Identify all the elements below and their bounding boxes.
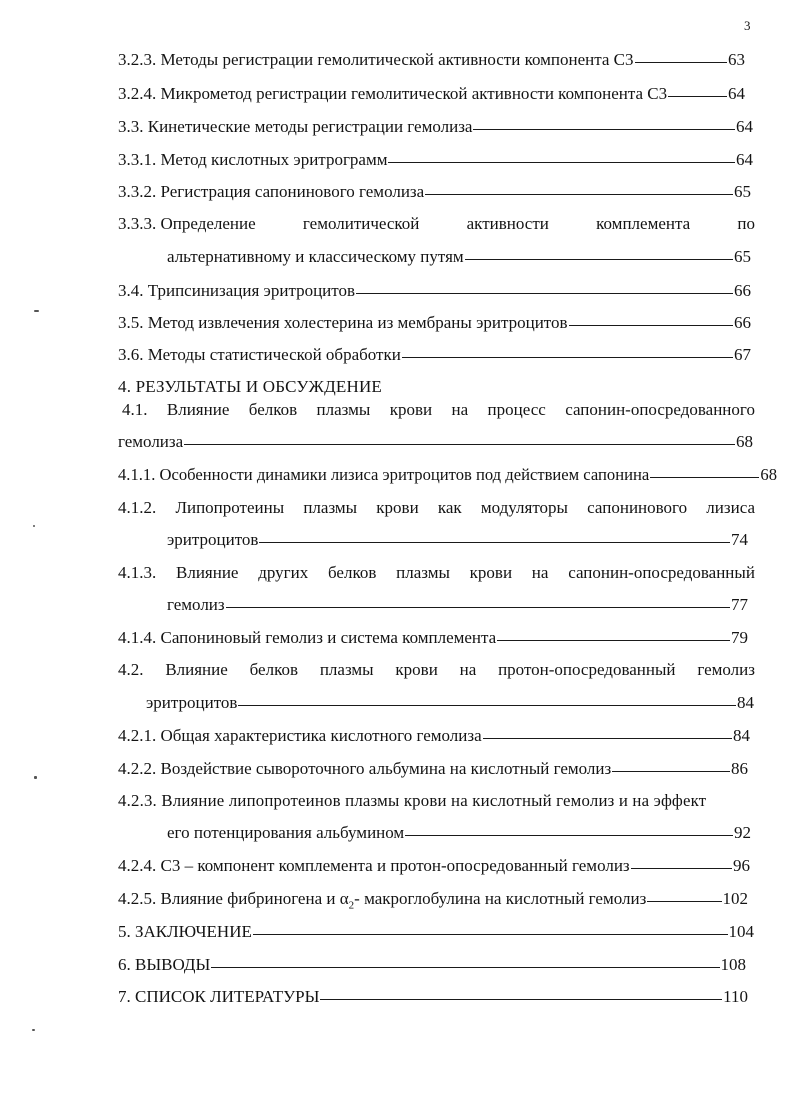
toc-entry bbox=[118, 50, 745, 70]
word: комплемента bbox=[596, 214, 691, 233]
scan-speck bbox=[32, 1029, 35, 1031]
toc-entry bbox=[118, 889, 748, 915]
leader-line bbox=[612, 771, 730, 772]
toc-entry-justified-line bbox=[118, 563, 755, 583]
toc-entry bbox=[118, 726, 750, 746]
word: гемолитической bbox=[302, 214, 420, 233]
scan-speck bbox=[34, 776, 37, 779]
word: гемолиз bbox=[697, 660, 755, 679]
toc-entry-page: 110 bbox=[723, 987, 748, 1006]
toc-entry-page: 84 bbox=[737, 693, 754, 712]
toc-entry-page: 102 bbox=[722, 889, 748, 908]
toc-entry-title: 7. СПИСОК ЛИТЕРАТУРЫ bbox=[118, 987, 320, 1006]
leader-line bbox=[473, 129, 735, 130]
word: сапонин-опосредованный bbox=[568, 563, 755, 582]
leader-line bbox=[320, 999, 722, 1000]
word: Липопротеины bbox=[175, 498, 285, 517]
word: плазмы bbox=[316, 400, 371, 419]
toc-entry-title: 5. ЗАКЛЮЧЕНИЕ bbox=[118, 922, 252, 941]
toc-entry-title: гемолиза bbox=[118, 432, 184, 451]
toc-entry-continuation bbox=[167, 530, 748, 550]
leader-line bbox=[388, 162, 735, 163]
toc-entry-page: 64 bbox=[736, 117, 753, 136]
toc-entry-title: 3.6. Методы статистической обработки bbox=[118, 345, 401, 364]
toc-entry-page: 64 bbox=[728, 84, 745, 103]
toc-entry-title bbox=[118, 889, 646, 915]
word: крови bbox=[395, 660, 438, 679]
toc-entry bbox=[118, 987, 748, 1007]
word: лизиса bbox=[706, 498, 755, 517]
word: по bbox=[737, 214, 755, 233]
leader-line bbox=[631, 868, 732, 869]
toc-entry bbox=[118, 955, 746, 975]
toc-entry-page: 68 bbox=[760, 465, 777, 484]
leader-line bbox=[405, 835, 733, 836]
leader-line bbox=[425, 194, 733, 195]
toc-entry-justified-line bbox=[118, 660, 755, 680]
word: плазмы bbox=[319, 660, 374, 679]
word: 4.1.3. bbox=[118, 563, 157, 582]
toc-entry-page: 79 bbox=[731, 628, 748, 647]
toc-entry-continuation bbox=[167, 823, 751, 843]
toc-entry-page: 67 bbox=[734, 345, 751, 364]
toc-entry-justified-line bbox=[122, 400, 755, 420]
leader-line bbox=[647, 901, 721, 902]
page-number: 3 bbox=[744, 18, 751, 33]
word: плазмы bbox=[303, 498, 358, 517]
word: активности bbox=[466, 214, 549, 233]
toc-entry-title: гемолиз bbox=[167, 595, 225, 614]
word: модуляторы bbox=[480, 498, 568, 517]
toc-entry-page: 92 bbox=[734, 823, 751, 842]
toc-entry-title: 4.1.1. Особенности динамики лизиса эритроцитов под действием сапонина bbox=[118, 465, 650, 484]
toc-entry-justified-line bbox=[118, 498, 755, 518]
toc-entry-page: 68 bbox=[736, 432, 753, 451]
leader-line bbox=[483, 738, 732, 739]
toc-entry-title: 4.2.3. Влияние липопротеинов плазмы крови на кислотный гемолиз и на эффект bbox=[118, 791, 707, 810]
leader-line bbox=[211, 967, 719, 968]
word: на bbox=[451, 400, 469, 419]
leader-line bbox=[226, 607, 730, 608]
title-part: 4.2.5. Влияние фибриногена и bbox=[118, 889, 340, 908]
toc-entry-page: 65 bbox=[734, 182, 751, 201]
toc-entry-page: 74 bbox=[731, 530, 748, 549]
title-part: - макроглобулина на кислотный гемолиз bbox=[354, 889, 647, 908]
toc-entry-title: эритроцитов bbox=[167, 530, 259, 549]
toc-entry-title: 3.5. Метод извлечения холестерина из мембраны эритроцитов bbox=[118, 313, 568, 332]
word: сапонинового bbox=[587, 498, 688, 517]
leader-line bbox=[497, 640, 730, 641]
word: Влияние bbox=[176, 563, 239, 582]
toc-entry-page: 65 bbox=[734, 247, 751, 266]
toc-entry-title: 3.4. Трипсинизация эритроцитов bbox=[118, 281, 356, 300]
leader-line bbox=[402, 357, 733, 358]
toc-entry-title: его потенцирования альбумином bbox=[167, 823, 405, 842]
toc-entry-title: 3.3.1. Метод кислотных эритрограмм bbox=[118, 150, 388, 169]
toc-entry-page: 84 bbox=[733, 726, 750, 745]
scan-speck bbox=[33, 525, 35, 527]
toc-entry-title: 4.2.1. Общая характеристика кислотного гемолиза bbox=[118, 726, 482, 745]
toc-entry bbox=[118, 84, 745, 104]
leader-line bbox=[356, 293, 733, 294]
toc-entry bbox=[118, 922, 754, 942]
toc-entry bbox=[118, 856, 750, 876]
toc-entry-title: 4.2.4. С3 – компонент комплемента и протон-опосредованный гемолиз bbox=[118, 856, 630, 875]
word: на bbox=[531, 563, 549, 582]
word: крови bbox=[376, 498, 419, 517]
leader-line bbox=[465, 259, 733, 260]
leader-line bbox=[184, 444, 735, 445]
word: на bbox=[459, 660, 477, 679]
leader-line bbox=[238, 705, 736, 706]
toc-entry-title: 4.2.2. Воздействие сывороточного альбумина на кислотный гемолиз bbox=[118, 759, 612, 778]
toc-entry-title: 3.3. Кинетические методы регистрации гемолиза bbox=[118, 117, 473, 136]
alpha-symbol: α bbox=[339, 889, 349, 908]
toc-entry-title: 3.3.2. Регистрация сапонинового гемолиза bbox=[118, 182, 425, 201]
word: крови bbox=[469, 563, 513, 582]
toc-entry-page: 96 bbox=[733, 856, 750, 875]
word: белков bbox=[248, 400, 298, 419]
toc-entry bbox=[118, 759, 748, 779]
leader-line bbox=[259, 542, 730, 543]
toc-entry-page: 77 bbox=[731, 595, 748, 614]
word: других bbox=[258, 563, 309, 582]
toc-entry-page: 86 bbox=[731, 759, 748, 778]
leader-line bbox=[253, 934, 728, 935]
word: как bbox=[437, 498, 462, 517]
toc-entry-continuation bbox=[118, 432, 753, 452]
toc-entry-page: 66 bbox=[734, 281, 751, 300]
toc-entry-page: 108 bbox=[720, 955, 746, 974]
toc-entry-page: 104 bbox=[728, 922, 754, 941]
toc-entry bbox=[118, 313, 751, 333]
toc-entry bbox=[118, 182, 751, 202]
toc-entry-justified-line bbox=[118, 214, 755, 234]
word: Влияние bbox=[166, 400, 230, 419]
word: 4.2. bbox=[118, 660, 144, 679]
leader-line bbox=[668, 96, 727, 97]
toc-entry-continuation bbox=[146, 693, 754, 713]
word: процесс bbox=[487, 400, 546, 419]
toc-entry-page: 66 bbox=[734, 313, 751, 332]
word: 4.1. bbox=[122, 400, 148, 419]
toc-entry-title: 3.2.4. Микрометод регистрации гемолитической активности компонента С3 bbox=[118, 84, 668, 103]
word: сапонин-опосредованного bbox=[565, 400, 755, 419]
toc-entry-title: альтернативному и классическому путям bbox=[167, 247, 464, 266]
word: белков bbox=[249, 660, 298, 679]
word: белков bbox=[327, 563, 377, 582]
toc-entry bbox=[118, 345, 751, 365]
subscript: 2 bbox=[348, 899, 355, 912]
leader-line bbox=[650, 477, 759, 478]
toc-entry-continuation bbox=[167, 247, 751, 267]
word: плазмы bbox=[396, 563, 450, 582]
toc-entry-continuation bbox=[167, 595, 748, 615]
toc-entry bbox=[118, 281, 751, 301]
scan-speck bbox=[34, 310, 39, 312]
word: 3.3.3. Определение bbox=[118, 214, 256, 233]
word: протон-опосредованный bbox=[498, 660, 676, 679]
word: крови bbox=[389, 400, 433, 419]
toc-entry bbox=[118, 628, 748, 648]
toc-entry-page: 63 bbox=[728, 50, 745, 69]
word: 4.1.2. bbox=[118, 498, 157, 517]
toc-entry bbox=[118, 465, 777, 485]
toc-entry bbox=[118, 117, 753, 137]
toc-entry-title: 6. ВЫВОДЫ bbox=[118, 955, 211, 974]
toc-entry-title: эритроцитов bbox=[146, 693, 238, 712]
toc-entry-title: 3.2.3. Методы регистрации гемолитической активности компонента С3 bbox=[118, 50, 634, 69]
section-heading: 4. РЕЗУЛЬТАТЫ И ОБСУЖДЕНИЕ bbox=[118, 377, 383, 396]
toc-entry-page: 64 bbox=[736, 150, 753, 169]
toc-entry-title: 4.1.4. Сапониновый гемолиз и система комплемента bbox=[118, 628, 497, 647]
word: Влияние bbox=[165, 660, 228, 679]
leader-line bbox=[569, 325, 733, 326]
leader-line bbox=[635, 62, 727, 63]
toc-entry bbox=[118, 150, 753, 170]
